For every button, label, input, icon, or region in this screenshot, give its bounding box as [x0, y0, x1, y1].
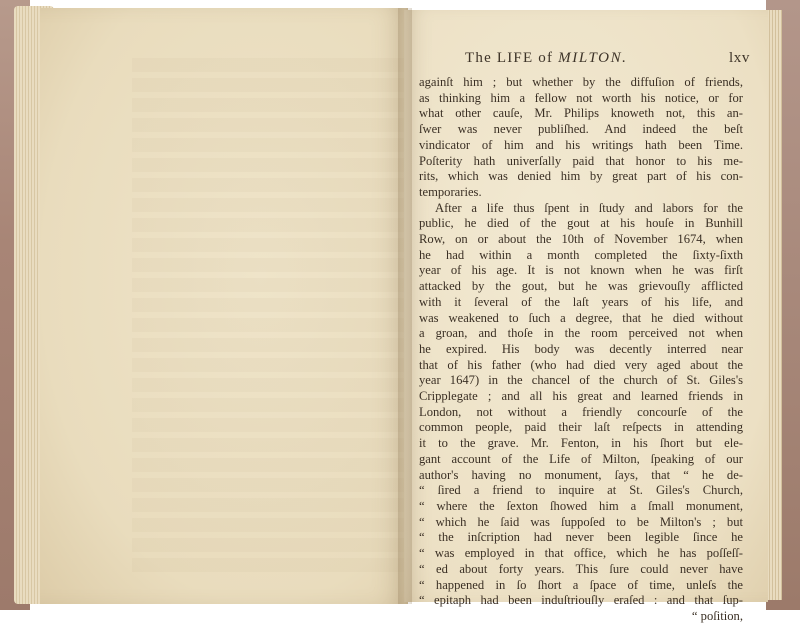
text-line: he expired. His body was decently interred near — [419, 341, 743, 356]
text-line: common people, paid their laſt reſpects in attending — [419, 420, 743, 435]
text-line: it to the grave. Mr. Fenton, in his ſhort but ele- — [419, 436, 743, 451]
text-line: temporaries. — [419, 184, 482, 199]
text-line: “ ſired a friend to inquire at St. Giles's Church, — [419, 483, 743, 498]
text-line: “ where the ſexton ſhowed him a ſmall monument, — [419, 498, 743, 513]
text-line: public, he died of the gout at his houſe in Bunhill — [419, 216, 743, 231]
text-line: vindicator of him and his writings hath been Time. — [419, 137, 743, 152]
text-line: Poſterity hath univerſally paid that honor to his me- — [419, 153, 743, 168]
text-line: rits, which was denied him by great part of his con- — [419, 169, 743, 184]
text-line: that of his father (who had died very aged about the — [419, 357, 743, 372]
running-head-name: MILTON. — [558, 50, 628, 66]
left-page — [40, 8, 408, 604]
text-line: Row, on or about the 10th of November 1674, when — [419, 232, 743, 247]
text-line: “ epitaph had been induſtriouſly eraſed : and that ſup- — [419, 593, 743, 608]
text-line: againſt him ; but whether by the diffuſion of friends, — [419, 75, 743, 89]
running-head — [420, 50, 750, 70]
body-text — [419, 75, 743, 625]
text-line: attacked by the gout, but he was grievouſly afflicted — [419, 279, 743, 294]
text-line: gant account of the Life of Milton, ſpeaking of our — [419, 451, 743, 466]
text-line: with it ſeveral of the laſt years of his life, and — [419, 294, 743, 309]
text-line: “ which he ſaid was ſuppoſed to be Milton's ; but — [419, 514, 743, 529]
text-line: “ was employed in that office, which he has poſſeſſ- — [419, 546, 743, 561]
text-line: he had within a month completed the ſixty-ſixth — [419, 247, 743, 262]
text-line: “ happened in ſo ſhort a ſpace of time, unleſs the — [419, 577, 743, 592]
text-line: was weakened to ſuch a degree, that he died without — [419, 310, 743, 325]
book-gutter — [398, 8, 412, 604]
running-head-prefix: The LIFE of — [465, 50, 554, 66]
text-line: Cripplegate ; and all his great and learned friends in — [419, 389, 743, 404]
text-line: London, not without a friendly concourſe of the — [419, 404, 743, 419]
text-line: “ poſition, — [691, 608, 743, 623]
text-line: year 1647) in the chancel of the church of St. Giles's — [419, 373, 743, 388]
text-line: “ the inſcription had never been legible ſince he — [419, 530, 743, 545]
text-line: ſwer was never publiſhed. And indeed the beſt — [419, 122, 743, 137]
text-line: as thinking him a fellow not worth his notice, or for — [419, 90, 743, 105]
text-line: author's having no monument, ſays, that “ he de- — [419, 467, 743, 482]
text-line: year of his age. It is not known when he was firſt — [419, 263, 743, 278]
text-line: a groan, and thoſe in the room perceived not when — [419, 326, 743, 341]
running-head-title — [465, 50, 628, 67]
text-line: what other cauſe, Mr. Philips knoweth not, this an- — [419, 106, 743, 121]
text-line: “ ed about forty years. This ſure could never have — [419, 561, 743, 576]
show-through-text — [132, 58, 412, 578]
page-number: lxv — [729, 50, 750, 66]
text-line: After a life thus ſpent in ſtudy and labors for the — [435, 200, 743, 215]
